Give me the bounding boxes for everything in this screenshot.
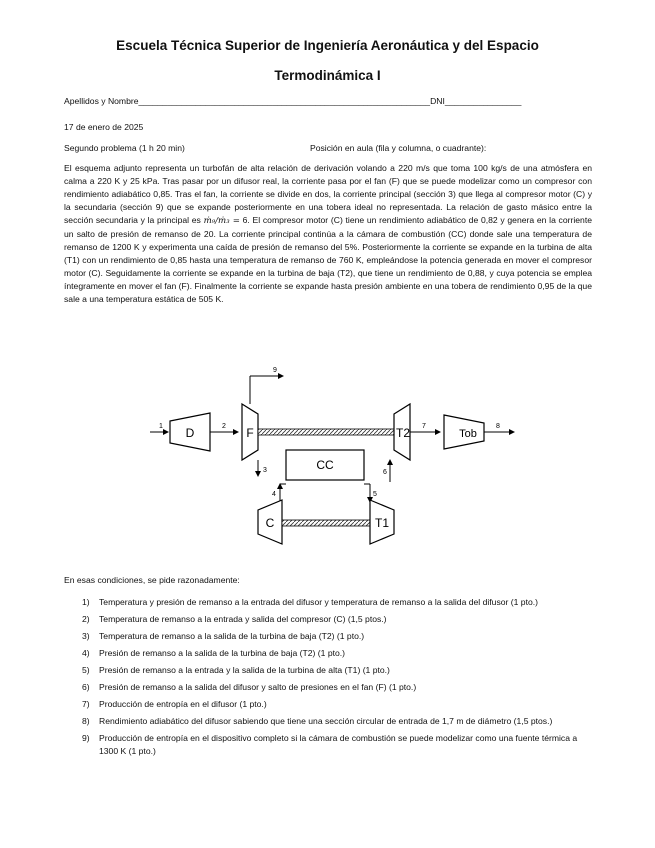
question-text: Presión de remanso a la salida del difusor y salto de presiones en el fan (F) (1 pto.)	[99, 682, 417, 692]
statement-part2: 6. El compresor motor (C) tiene un rendimiento adiabático de 0,82 y genera en la corriente un salto de presión de remanso de 20. La corriente principal continúa a la cámara de combustión (CC) donde sale una temperatura de remanso de 1200 K y experimenta una caída de presión de remanso del 5%. Posteriormente la corriente se expande en la turbina de alta (T1) con un rendimiento de 0,85 hasta una temperatura de remanso de 760 K, empleándose la potencia generada en mover el compresor motor (C). Seguidamente la corriente se expande en la turbina de baja (T2), que tiene un rendimiento de 0,88, y cuya potencia se emplea íntegramente en mover el fan (F). Finalmente la corriente se expande hasta presión ambiente en una tobera de rendimiento 0,95 de la que sale a una temperatura estática de 505 K.	[64, 214, 592, 304]
question-item	[64, 681, 592, 694]
question-item	[64, 732, 592, 758]
question-number: 4)	[82, 648, 90, 658]
question-item	[64, 664, 592, 677]
question-number: 1)	[82, 597, 90, 607]
questions-list	[64, 596, 592, 762]
diffuser-label: D	[185, 426, 195, 440]
station-3-label: 3	[263, 467, 267, 474]
question-number: 8)	[82, 716, 90, 726]
question-text: Rendimiento adiabático del difusor sabiendo que tiene una sección circular de entrada de 1,7 m de diámetro (1,5 ptos.)	[99, 716, 553, 726]
question-text: Temperatura de remanso a la salida de la turbina de baja (T2) (1 pto.)	[99, 631, 365, 641]
question-text: Presión de remanso a la entrada y la salida de la turbina de alta (T1) (1 pto.)	[99, 665, 390, 675]
name-label: Apellidos y Nombre	[64, 96, 139, 106]
dni-label: DNI	[430, 96, 445, 106]
question-text: Temperatura y presión de remanso a la entrada del difusor y temperatura de remanso a la salida del difusor (1 pto.)	[99, 597, 538, 607]
question-text: Producción de entropía en el difusor (1 pto.)	[99, 699, 267, 709]
station-4-label: 4	[272, 491, 276, 498]
combustion-chamber-label: CC	[316, 458, 334, 472]
question-number: 2)	[82, 614, 90, 624]
problem-label: Segundo problema (1 h 20 min)	[64, 143, 185, 153]
question-item	[64, 715, 592, 728]
question-item	[64, 698, 592, 711]
question-number: 6)	[82, 682, 90, 692]
low-pressure-turbine-label: T2	[395, 426, 411, 440]
question-item	[64, 596, 592, 609]
station-6-label: 6	[383, 469, 387, 476]
fan-label: F	[246, 426, 254, 440]
station-9-label: 9	[273, 367, 277, 374]
station-8-label: 8	[496, 423, 500, 430]
station-1-label: 1	[159, 423, 163, 430]
high-pressure-turbine-label: T1	[374, 516, 390, 530]
questions-intro: En esas condiciones, se pide razonadamente:	[64, 575, 240, 585]
station-5-label: 5	[373, 491, 377, 498]
compressor-label: C	[265, 516, 275, 530]
question-text: Presión de remanso a la salida de la turbina de baja (T2) (1 pto.)	[99, 648, 346, 658]
student-fields	[64, 96, 521, 106]
question-text: Temperatura de remanso a la entrada y salida del compresor (C) (1,5 ptos.)	[99, 614, 387, 624]
turbofan-diagram	[150, 362, 520, 552]
statement-part1: El esquema adjunto representa un turbofán de alta relación de derivación volando a 220 m/s que toma 100 kg/s de una atmósfera en calma a 220 K y 25 kPa. Tras pasar por un difusor real, la corriente pasa por el fan (F) que se puede modelizar como un compresor con rendimiento adiabático 0,85. Tras el fan, la corriente se divide en dos, la corriente principal (sección 3) que llega al compresor motor (C) y la secundaria (sección 9) que se expande posteriormente en una tobera ideal no representada. La relación de gasto másico entre la sección secundaria y la principal es	[64, 163, 592, 225]
low-pressure-shaft	[258, 429, 394, 435]
question-number: 7)	[82, 699, 90, 709]
question-number: 3)	[82, 631, 90, 641]
exam-date: 17 de enero de 2025	[64, 122, 144, 132]
position-label: Posición en aula (fila y columna, o cuadrante):	[310, 143, 487, 153]
problem-statement	[64, 162, 592, 305]
mass-flow-ratio: ṁ₉/ṁ₃ =	[203, 215, 240, 226]
question-number: 9)	[82, 733, 90, 743]
nozzle-label: Tob	[459, 428, 477, 440]
question-item	[64, 630, 592, 643]
question-item	[64, 647, 592, 660]
high-pressure-shaft	[282, 520, 370, 526]
question-number: 5)	[82, 665, 90, 675]
station-2-label: 2	[222, 423, 226, 430]
station-7-label: 7	[422, 423, 426, 430]
dni-field[interactable]: ________________	[444, 96, 522, 106]
course-title: Termodinámica I	[274, 68, 381, 83]
school-title: Escuela Técnica Superior de Ingeniería Aeronáutica y del Espacio	[116, 38, 539, 53]
question-item	[64, 613, 592, 626]
name-field[interactable]: _____________________________________________________________	[138, 96, 431, 106]
question-text: Producción de entropía en el dispositivo completo si la cámara de combustión se puede modelizar como una fuente térmica a 1300 K (1 pto.)	[99, 733, 578, 756]
